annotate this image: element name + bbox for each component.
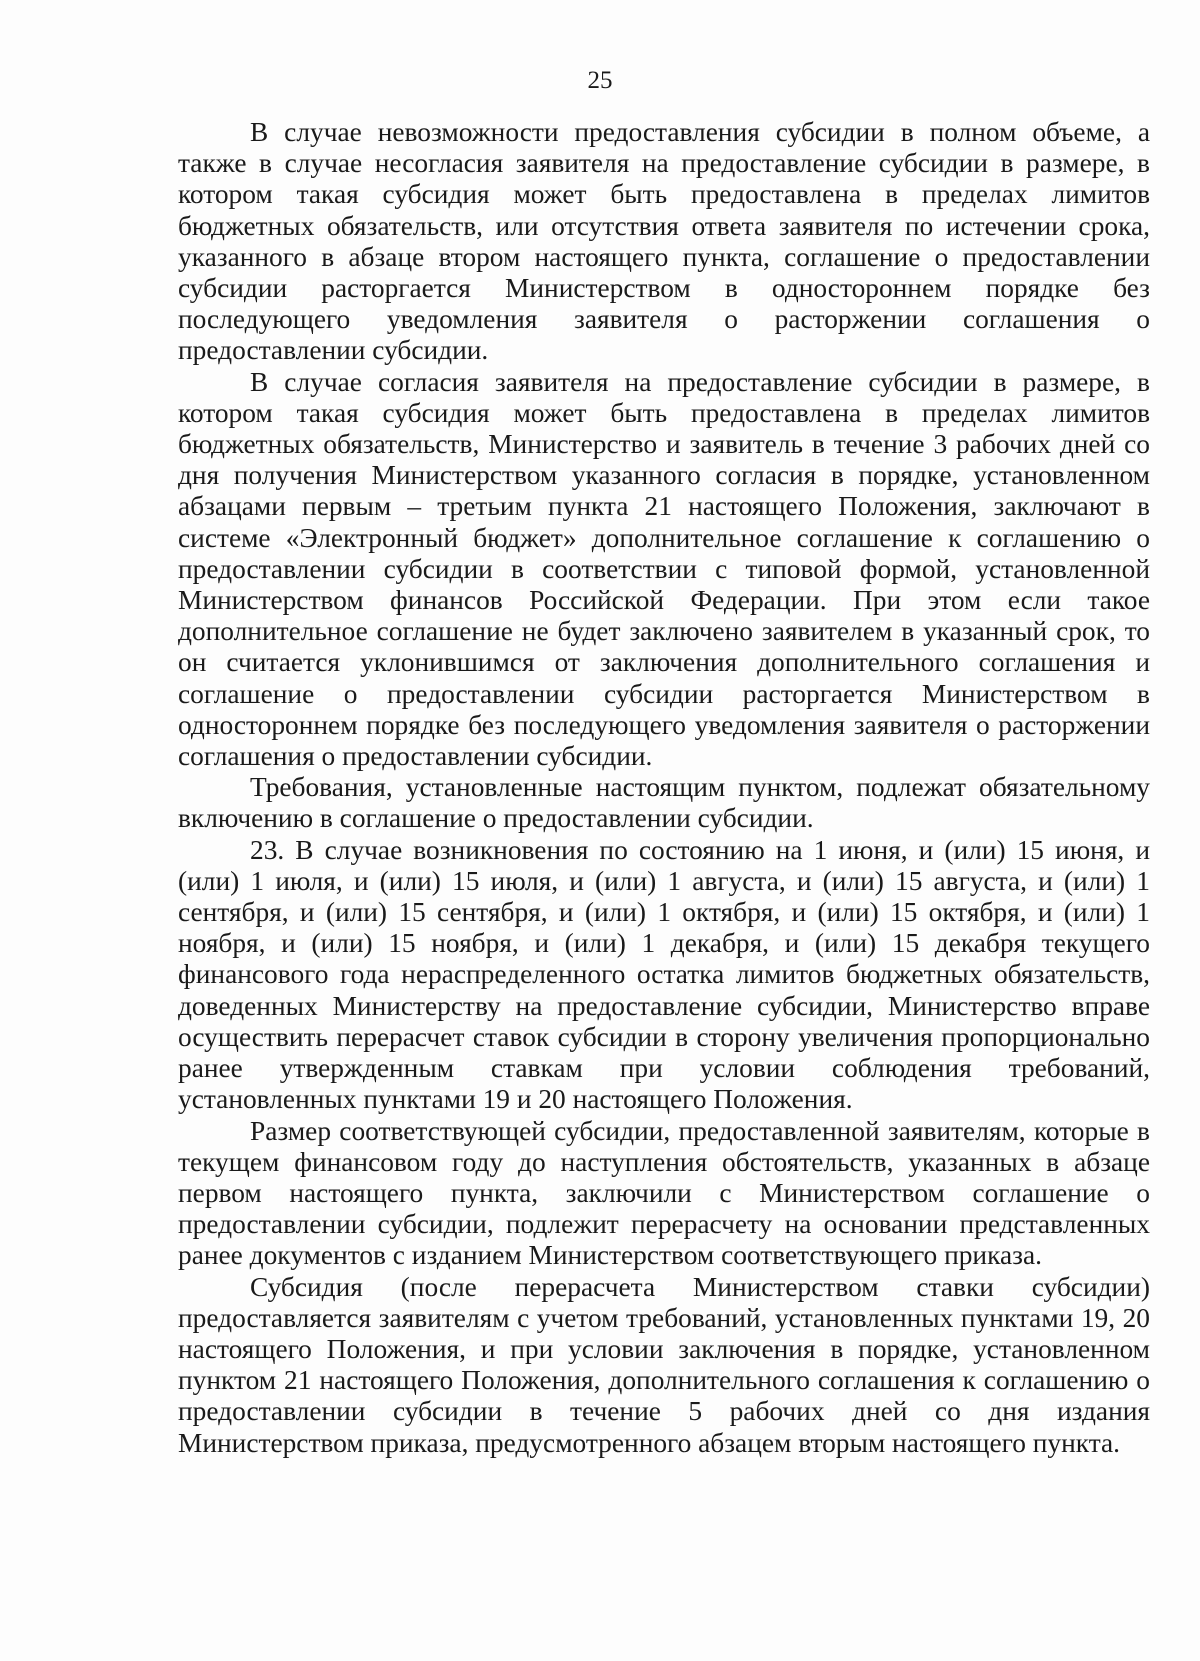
paragraph: В случае невозможности предоставления субсидии в полном объеме, а также в случае несогласия заявителя на предоставление субсидии в размере, в котором такая субсидия может быть предоставлена в пределах лимитов бюджетных обязательств, или отсутствия ответа заявителя по истечении срока, указанного в абзаце втором настоящего пункта, соглашение о предоставлении субсидии расторгается Министерством в одностороннем порядке без последующего уведомления заявителя о расторжении соглашения о предоставлении субсидии. (178, 117, 1150, 366)
page-number: 25 (587, 67, 613, 94)
document-body (178, 117, 1150, 1459)
paragraph: Размер соответствующей субсидии, предоставленной заявителям, которые в текущем финансовом году до наступления обстоятельств, указанных в абзаце первом настоящего пункта, заключили с Министерством соглашение о предоставлении субсидии, подлежит перерасчету на основании представленных ранее документов с изданием Министерством соответствующего приказа. (178, 1115, 1150, 1271)
paragraph: Субсидия (после перерасчета Министерством ставки субсидии) предоставляется заявителям с учетом требований, установленных пунктами 19, 20 настоящего Положения, и при условии заключения в порядке, установленном пунктом 21 настоящего Положения, дополнительного соглашения к соглашению о предоставлении субсидии в течение 5 рабочих дней со дня издания Министерством приказа, предусмотренного абзацем вторым настоящего пункта. (178, 1271, 1150, 1458)
paragraph: 23. В случае возникновения по состоянию на 1 июня, и (или) 15 июня, и (или) 1 июля, и (или) 15 июля, и (или) 1 августа, и (или) 15 августа, и (или) 1 сентября, и (или) 15 сентября, и (или) 1 октября, и (или) 15 октября, и (или) 1 ноября, и (или) 15 ноября, и (или) 1 декабря, и (или) 15 декабря текущего финансового года нераспределенного остатка лимитов бюджетных обязательств, доведенных Министерству на предоставление субсидии, Министерство вправе осуществить перерасчет ставок субсидии в сторону увеличения пропорционально ранее утвержденным ставкам при условии соблюдения требований, установленных пунктами 19 и 20 настоящего Положения. (178, 834, 1150, 1115)
paragraph: Требования, установленные настоящим пунктом, подлежат обязательному включению в соглашение о предоставлении субсидии. (178, 772, 1150, 834)
paragraph: В случае согласия заявителя на предоставление субсидии в размере, в котором такая субсидия может быть предоставлена в пределах лимитов бюджетных обязательств, Министерство и заявитель в течение 3 рабочих дней со дня получения Министерством указанного согласия в порядке, установленном абзацами первым – третьим пункта 21 настоящего Положения, заключают в системе «Электронный бюджет» дополнительное соглашение к соглашению о предоставлении субсидии в соответствии с типовой формой, установленной Министерством финансов Российской Федерации. При этом если такое дополнительное соглашение не будет заключено заявителем в указанный срок, то он считается уклонившимся от заключения дополнительного соглашения и соглашение о предоставлении субсидии расторгается Министерством в одностороннем порядке без последующего уведомления заявителя о расторжении соглашения о предоставлении субсидии. (178, 366, 1150, 772)
